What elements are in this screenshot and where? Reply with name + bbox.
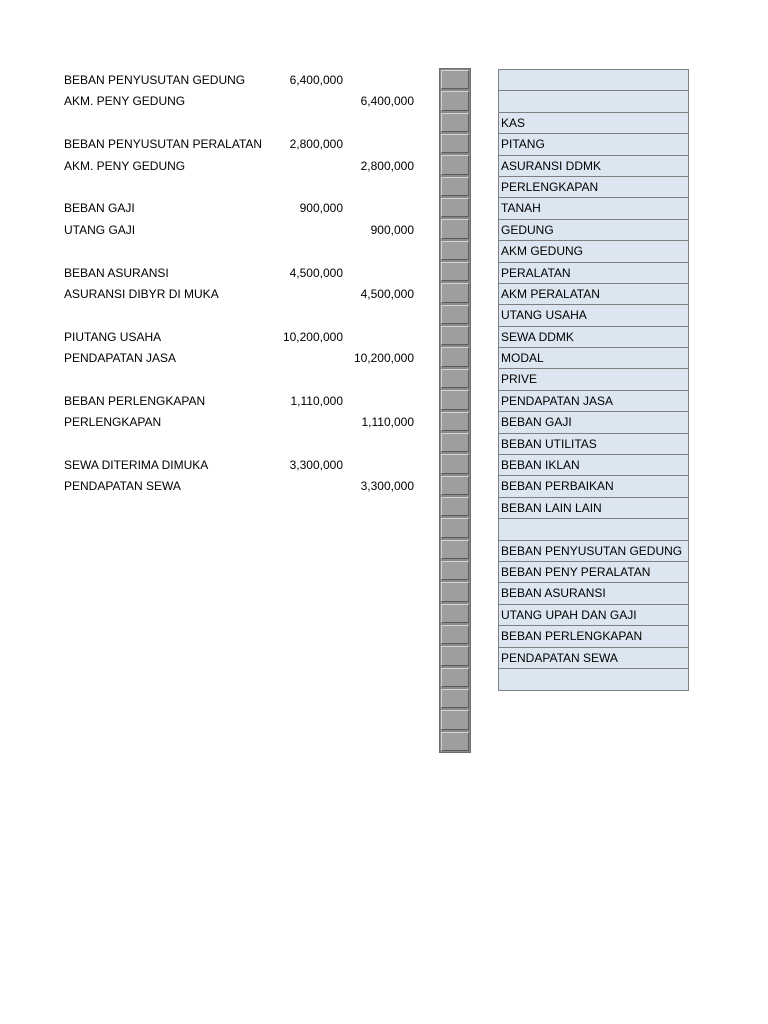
debit-account-name: BEBAN GAJI xyxy=(64,201,135,216)
credit-account-name: ASURANSI DIBYR DI MUKA xyxy=(64,286,219,301)
debit-amount: 4,500,000 xyxy=(289,265,343,280)
gray-cell[interactable] xyxy=(441,540,469,559)
gray-cell[interactable] xyxy=(441,561,469,580)
credit-amount: 4,500,000 xyxy=(360,286,414,301)
account-cell[interactable]: PITANG xyxy=(499,134,688,155)
gray-cell[interactable] xyxy=(441,283,469,302)
credit-amount: 1,110,000 xyxy=(361,415,414,430)
account-cell[interactable]: KAS xyxy=(499,113,688,134)
gray-cell[interactable] xyxy=(441,134,469,153)
account-cell[interactable]: PRIVE xyxy=(499,369,688,390)
debit-amount: 10,200,000 xyxy=(282,329,343,344)
credit-account-name: PENDAPATAN JASA xyxy=(64,351,177,366)
gray-cell[interactable] xyxy=(441,732,469,751)
gray-cell[interactable] xyxy=(441,668,469,687)
debit-amount: 6,400,000 xyxy=(289,73,343,87)
gray-cell[interactable] xyxy=(441,241,469,260)
gray-cell[interactable] xyxy=(441,390,469,409)
gray-cell[interactable] xyxy=(441,369,469,388)
debit-account-name: BEBAN ASURANSI xyxy=(64,265,169,280)
credit-amount: 900,000 xyxy=(370,222,414,237)
gray-cell[interactable] xyxy=(441,625,469,644)
debit-account-name: PIUTANG USAHA xyxy=(64,329,162,344)
account-cell[interactable]: BEBAN PENY PERALATAN xyxy=(499,562,688,583)
credit-account-name: PERLENGKAPAN xyxy=(64,415,162,430)
journal-debit-line xyxy=(64,455,424,476)
gray-cell[interactable] xyxy=(441,70,469,89)
credit-account-name: PENDAPATAN SEWA xyxy=(64,479,181,494)
account-cell[interactable]: BEBAN LAIN LAIN xyxy=(499,498,688,519)
journal-credit-line xyxy=(64,284,424,305)
account-cell[interactable]: BEBAN GAJI xyxy=(499,412,688,433)
gray-cell[interactable] xyxy=(441,646,469,665)
gray-cell[interactable] xyxy=(441,412,469,431)
gray-cell[interactable] xyxy=(441,433,469,452)
journal-debit-line xyxy=(64,198,424,219)
account-cell[interactable]: SEWA DDMK xyxy=(499,327,688,348)
journal-debit-line xyxy=(64,263,424,284)
gray-cell[interactable] xyxy=(441,454,469,473)
account-cell[interactable]: ASURANSI DDMK xyxy=(499,156,688,177)
account-cell[interactable]: UTANG UPAH DAN GAJI xyxy=(499,605,688,626)
account-cell[interactable]: AKM GEDUNG xyxy=(499,241,688,262)
gray-cell[interactable] xyxy=(441,198,469,217)
account-list xyxy=(498,69,689,691)
gray-cell[interactable] xyxy=(441,155,469,174)
debit-account-name: SEWA DITERIMA DIMUKA xyxy=(64,458,209,473)
journal-credit-line xyxy=(64,91,424,112)
adjusting-journal-entries xyxy=(64,70,424,498)
gray-cell[interactable] xyxy=(441,518,469,537)
gray-cell[interactable] xyxy=(441,582,469,601)
gray-cell[interactable] xyxy=(441,91,469,110)
journal-credit-line xyxy=(64,220,424,241)
credit-account-name: UTANG GAJI xyxy=(64,222,136,237)
account-cell[interactable] xyxy=(499,519,688,540)
gray-cell[interactable] xyxy=(441,476,469,495)
account-cell[interactable] xyxy=(499,70,688,91)
debit-amount: 1,110,000 xyxy=(290,393,343,408)
gray-cell[interactable] xyxy=(441,604,469,623)
gray-cell[interactable] xyxy=(441,262,469,281)
debit-amount: 3,300,000 xyxy=(289,458,343,473)
credit-amount: 2,800,000 xyxy=(360,158,414,173)
journal-credit-line xyxy=(64,156,424,177)
journal-credit-line xyxy=(64,476,424,497)
journal-credit-line xyxy=(64,348,424,369)
journal-spacer xyxy=(64,434,424,455)
debit-account-name: BEBAN PENYUSUTAN PERALATAN xyxy=(64,137,263,152)
credit-amount: 10,200,000 xyxy=(353,351,414,366)
journal-credit-line xyxy=(64,412,424,433)
account-cell[interactable]: BEBAN PERBAIKAN xyxy=(499,476,688,497)
account-cell[interactable] xyxy=(499,91,688,112)
gray-cell[interactable] xyxy=(441,710,469,729)
credit-amount: 3,300,000 xyxy=(360,479,414,494)
account-cell[interactable]: BEBAN PENYUSUTAN GEDUNG xyxy=(499,541,688,562)
account-cell[interactable]: TANAH xyxy=(499,198,688,219)
account-cell[interactable]: GEDUNG xyxy=(499,220,688,241)
gray-cell[interactable] xyxy=(441,347,469,366)
journal-spacer xyxy=(64,113,424,134)
gray-cell-column xyxy=(439,68,471,753)
gray-cell[interactable] xyxy=(441,219,469,238)
journal-spacer xyxy=(64,305,424,326)
account-cell[interactable]: PERALATAN xyxy=(499,263,688,284)
debit-account-name: BEBAN PERLENGKAPAN xyxy=(64,393,206,408)
credit-account-name: AKM. PENY GEDUNG xyxy=(64,158,186,173)
account-cell[interactable] xyxy=(499,669,688,690)
gray-cell[interactable] xyxy=(441,497,469,516)
debit-account-name: BEBAN PENYUSUTAN GEDUNG xyxy=(64,73,246,87)
account-cell[interactable]: PENDAPATAN SEWA xyxy=(499,648,688,669)
account-cell[interactable]: BEBAN IKLAN xyxy=(499,455,688,476)
account-cell[interactable]: BEBAN PERLENGKAPAN xyxy=(499,626,688,647)
account-cell[interactable]: PERLENGKAPAN xyxy=(499,177,688,198)
gray-cell[interactable] xyxy=(441,305,469,324)
gray-cell[interactable] xyxy=(441,113,469,132)
debit-amount: 2,800,000 xyxy=(289,137,343,152)
journal-debit-line xyxy=(64,134,424,155)
journal-spacer xyxy=(64,241,424,262)
journal-spacer xyxy=(64,369,424,390)
debit-amount: 900,000 xyxy=(299,201,343,216)
account-cell[interactable]: AKM PERALATAN xyxy=(499,284,688,305)
journal-spacer xyxy=(64,177,424,198)
journal-debit-line xyxy=(64,391,424,412)
account-cell[interactable]: UTANG USAHA xyxy=(499,305,688,326)
account-cell[interactable]: PENDAPATAN JASA xyxy=(499,391,688,412)
account-cell[interactable]: MODAL xyxy=(499,348,688,369)
gray-cell[interactable] xyxy=(441,326,469,345)
account-cell[interactable]: BEBAN UTILITAS xyxy=(499,434,688,455)
journal-debit-line xyxy=(64,327,424,348)
credit-amount: 6,400,000 xyxy=(360,94,414,109)
gray-cell[interactable] xyxy=(441,689,469,708)
gray-cell[interactable] xyxy=(441,177,469,196)
account-cell[interactable]: BEBAN ASURANSI xyxy=(499,583,688,604)
credit-account-name: AKM. PENY GEDUNG xyxy=(64,94,186,109)
journal-debit-line xyxy=(64,70,424,91)
